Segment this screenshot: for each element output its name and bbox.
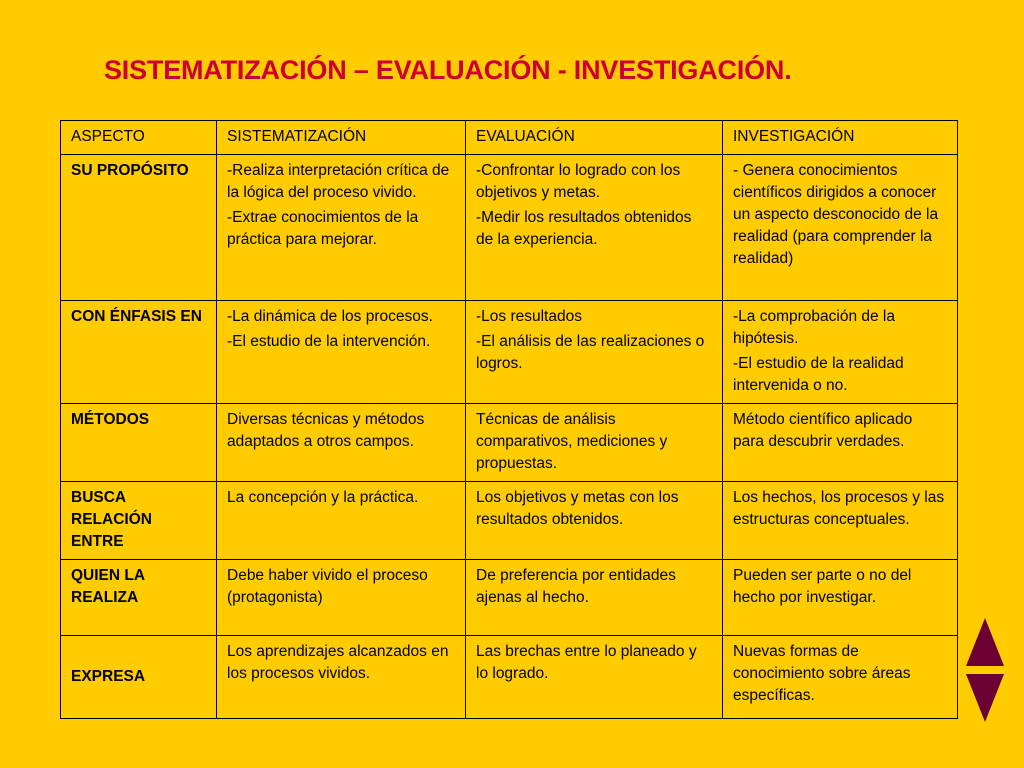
cell-text: -El estudio de la realidad intervenida o no. — [733, 355, 904, 394]
cell-text: -Medir los resultados obtenidos de la experiencia. — [476, 209, 692, 248]
cell-investigacion: Pueden ser parte o no del hecho por investigar. — [723, 560, 958, 636]
cell-text: -Extrae conocimientos de la práctica para mejorar. — [227, 209, 419, 248]
table-row — [61, 636, 958, 719]
cell-sistematizacion: Los aprendizajes alcanzados en los procesos vividos. — [217, 636, 466, 719]
cell-text: - Genera conocimientos científicos dirigidos a conocer un aspecto desconocido de la realidad (para comprender la realidad) — [733, 162, 939, 267]
table-row — [61, 155, 958, 301]
cell-investigacion — [723, 155, 958, 301]
cell-text: -Los resultados — [476, 308, 582, 325]
cell-evaluacion: De preferencia por entidades ajenas al hecho. — [466, 560, 723, 636]
next-slide-button[interactable] — [964, 672, 1006, 724]
cell-evaluacion: Técnicas de análisis comparativos, mediciones y propuestas. — [466, 404, 723, 482]
triangle-down-icon — [964, 672, 1006, 724]
cell-investigacion: Nuevas formas de conocimiento sobre áreas específicas. — [723, 636, 958, 719]
cell-sistematizacion: Debe haber vivido el proceso (protagonista) — [217, 560, 466, 636]
cell-investigacion — [723, 301, 958, 404]
table-row — [61, 404, 958, 482]
comparison-table — [60, 120, 958, 719]
previous-slide-button[interactable] — [964, 616, 1006, 668]
cell-sistematizacion — [217, 155, 466, 301]
cell-text: -Confrontar lo logrado con los objetivos y metas. — [476, 162, 681, 201]
row-header-proposito: SU PROPÓSITO — [61, 155, 217, 301]
cell-evaluacion: Las brechas entre lo planeado y lo logrado. — [466, 636, 723, 719]
row-header-relacion: BUSCA RELACIÓN ENTRE — [61, 482, 217, 560]
triangle-up-icon — [964, 616, 1006, 668]
row-header-metodos: MÉTODOS — [61, 404, 217, 482]
table-row — [61, 560, 958, 636]
cell-text: -La dinámica de los procesos. — [227, 308, 433, 325]
page-title: SISTEMATIZACIÓN – EVALUACIÓN - INVESTIGACIÓN. — [104, 55, 792, 85]
cell-investigacion: Método científico aplicado para descubrir verdades. — [723, 404, 958, 482]
table-header-row — [61, 121, 958, 155]
header-sistematizacion: SISTEMATIZACIÓN — [217, 121, 466, 155]
cell-investigacion: Los hechos, los procesos y las estructuras conceptuales. — [723, 482, 958, 560]
row-header-enfasis: CON ÉNFASIS EN — [61, 301, 217, 404]
table-row — [61, 301, 958, 404]
row-header-realiza: QUIEN LA REALIZA — [61, 560, 217, 636]
cell-evaluacion: Los objetivos y metas con los resultados obtenidos. — [466, 482, 723, 560]
cell-sistematizacion: Diversas técnicas y métodos adaptados a otros campos. — [217, 404, 466, 482]
cell-evaluacion — [466, 301, 723, 404]
cell-text: -Realiza interpretación crítica de la lógica del proceso vivido. — [227, 162, 450, 201]
header-investigacion: INVESTIGACIÓN — [723, 121, 958, 155]
cell-text: -La comprobación de la hipótesis. — [733, 308, 895, 347]
header-aspecto: ASPECTO — [61, 121, 217, 155]
cell-sistematizacion: La concepción y la práctica. — [217, 482, 466, 560]
cell-sistematizacion — [217, 301, 466, 404]
cell-text: -El análisis de las realizaciones o logros. — [476, 333, 705, 372]
cell-text: -El estudio de la intervención. — [227, 333, 431, 350]
table-row — [61, 482, 958, 560]
header-evaluacion: EVALUACIÓN — [466, 121, 723, 155]
row-header-expresa: EXPRESA — [61, 636, 217, 719]
cell-evaluacion — [466, 155, 723, 301]
